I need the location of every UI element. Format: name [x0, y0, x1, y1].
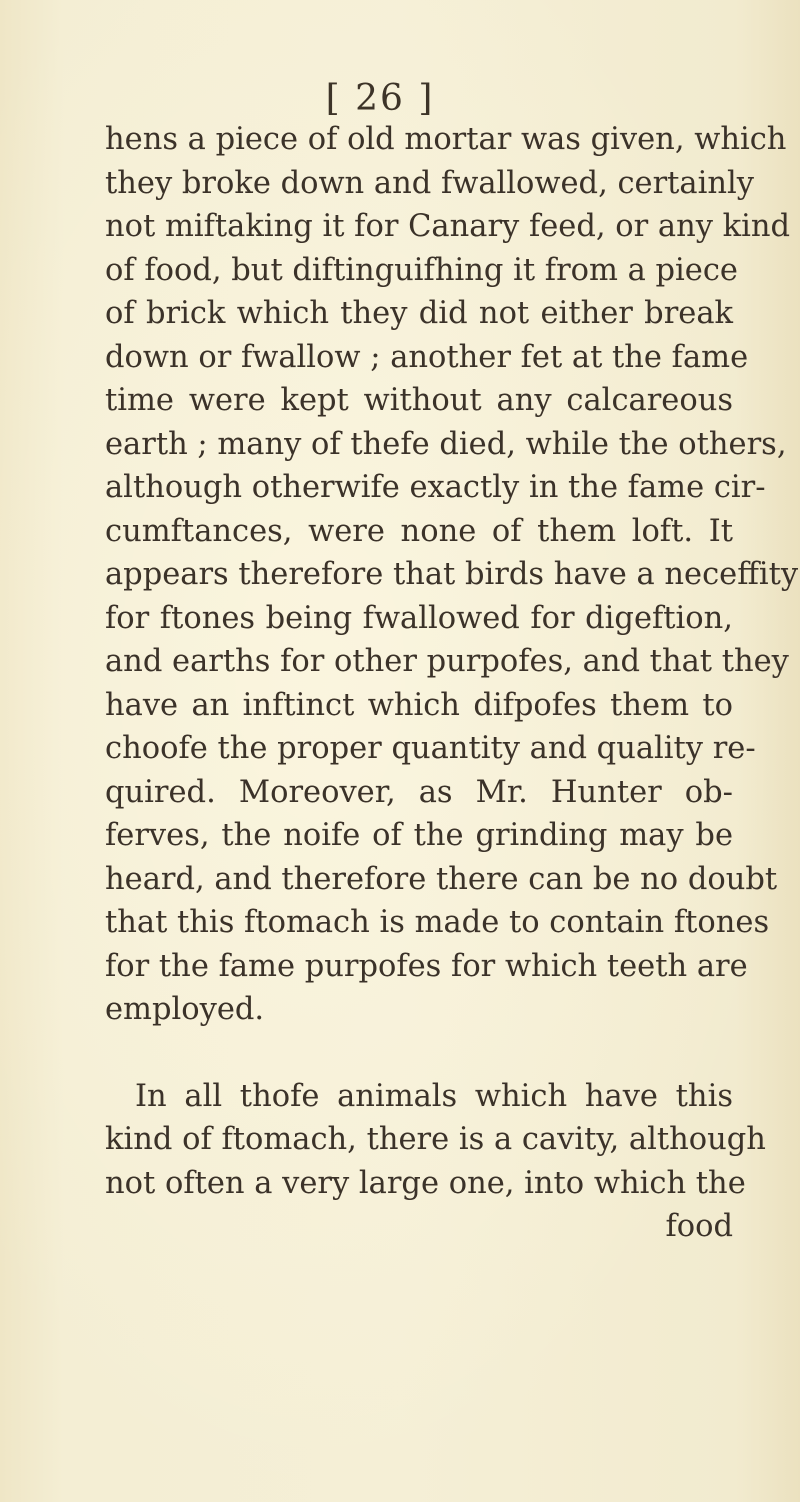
text-line: cumftances, were none of them loft. It [105, 513, 733, 549]
text-line: although otherwife exactly in the fame cir- [105, 470, 766, 505]
text-line: they broke down and fwallowed, certainly [105, 165, 755, 201]
paragraph-gap [105, 1032, 733, 1075]
text-line: heard, and therefore there can be no doubt [105, 861, 778, 897]
text-line: down or fwallow ; another fet at the fame [105, 339, 749, 375]
text-line: that this ftomach is made to contain ftones [105, 905, 770, 940]
text-line: and earths for other purpofes, and that they [105, 644, 789, 679]
text-line: quired. Moreover, as Mr. Hunter ob- [105, 774, 733, 810]
text-line: employed. [105, 992, 265, 1027]
text-line: not miftaking it for Canary feed, or any kind [105, 209, 791, 244]
text-line: In all thofe animals which have this [135, 1078, 733, 1114]
page-number: [ 26 ] [325, 78, 435, 119]
text-line: ferves, the noife of the grinding may be [105, 818, 733, 853]
text-line: of brick which they did not either break [105, 296, 733, 331]
text-line: have an inftinct which difpofes them to [105, 687, 733, 723]
text-line: choofe the proper quantity and quality re- [105, 731, 756, 766]
text-line: kind of ftomach, there is a cavity, although [105, 1122, 766, 1157]
text-line: for the fame purpofes for which teeth are [105, 948, 748, 984]
text-line: earth ; many of thefe died, while the others, [105, 426, 787, 462]
text-line: time were kept without any calcareous [105, 383, 733, 418]
text-line: of food, but diftinguifhing it from a piece [105, 252, 738, 288]
text-line: not often a very large one, into which the [105, 1165, 746, 1201]
text-line: hens a piece of old mortar was given, which [105, 122, 787, 157]
text-line: for ftones being fwallowed for digeftion, [105, 600, 733, 636]
catchword: food [665, 1209, 733, 1244]
body-text [105, 118, 799, 1249]
text-line: appears therefore that birds have a neceffity [105, 557, 799, 592]
